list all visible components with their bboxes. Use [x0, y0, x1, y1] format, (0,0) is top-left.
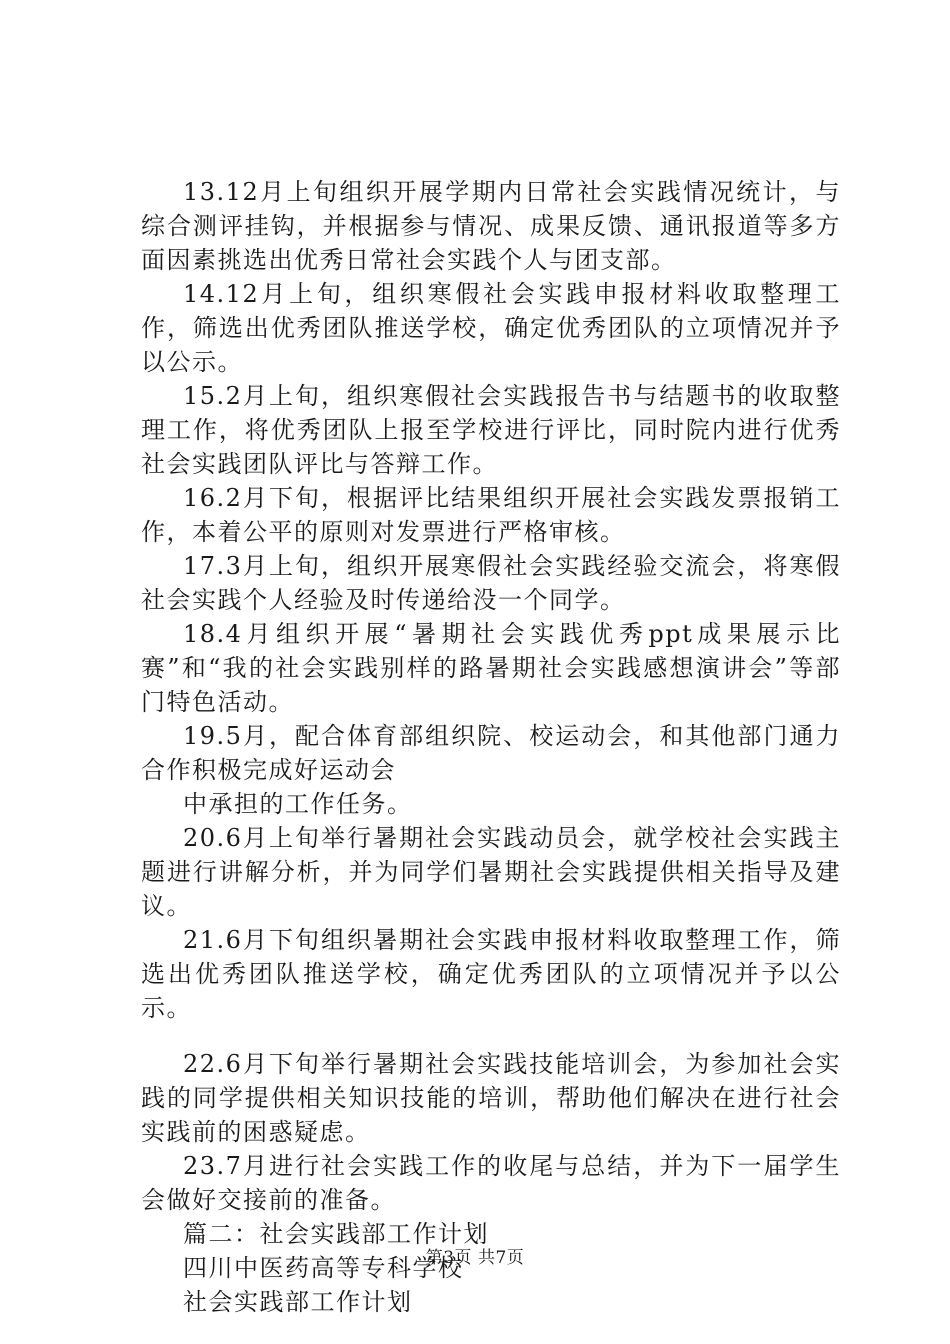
- paragraph-20: 20.6月上旬举行暑期社会实践动员会，就学校社会实践主题进行讲解分析，并为同学们暑期社会实践提供相关指导及建议。: [141, 824, 841, 920]
- page-footer: 第3页 共7页: [425, 1248, 525, 1268]
- paragraph-17: 17.3月上旬，组织开展寒假社会实践经验交流会，将寒假社会实践个人经验及时传递给没一个同学。: [141, 552, 841, 614]
- section-heading: 篇二：社会实践部工作计划: [183, 1220, 489, 1248]
- school-name: 四川中医药高等专科学校: [183, 1254, 464, 1282]
- paragraph-21: 21.6月下旬组织暑期社会实践申报材料收取整理工作，筛选出优秀团队推送学校，确定优秀团队的立项情况并予以公示。: [141, 926, 841, 1022]
- paragraph-13: 13.12月上旬组织开展学期内日常社会实践情况统计，与综合测评挂钩，并根据参与情况、成果反馈、通讯报道等多方面因素挑选出优秀日常社会实践个人与团支部。: [141, 178, 841, 274]
- document-body: [141, 175, 841, 1319]
- paragraph-19-continued: 中承担的工作任务。: [183, 790, 413, 818]
- paragraph-18: 18.4月组织开展“暑期社会实践优秀ppt成果展示比赛”和“我的社会实践别样的路暑期社会实践感想演讲会”等部门特色活动。: [141, 620, 841, 716]
- paragraph-23: 23.7月进行社会实践工作的收尾与总结，并为下一届学生会做好交接前的准备。: [141, 1152, 841, 1214]
- paragraph-22: 22.6月下旬举行暑期社会实践技能培训会，为参加社会实践的同学提供相关知识技能的培训，帮助他们解决在进行社会实践前的困惑疑虑。: [141, 1050, 841, 1146]
- paragraph-19: 19.5月，配合体育部组织院、校运动会，和其他部门通力合作积极完成好运动会: [141, 722, 841, 784]
- paragraph-16: 16.2月下旬，根据评比结果组织开展社会实践发票报销工作，本着公平的原则对发票进行严格审核。: [141, 484, 841, 546]
- paragraph-15: 15.2月上旬，组织寒假社会实践报告书与结题书的收取整理工作，将优秀团队上报至学校进行评比，同时院内进行优秀社会实践团队评比与答辩工作。: [141, 382, 841, 478]
- paragraph-14: 14.12月上旬，组织寒假社会实践申报材料收取整理工作，筛选出优秀团队推送学校，确定优秀团队的立项情况并予以公示。: [141, 280, 841, 376]
- plan-title: 社会实践部工作计划: [183, 1288, 413, 1316]
